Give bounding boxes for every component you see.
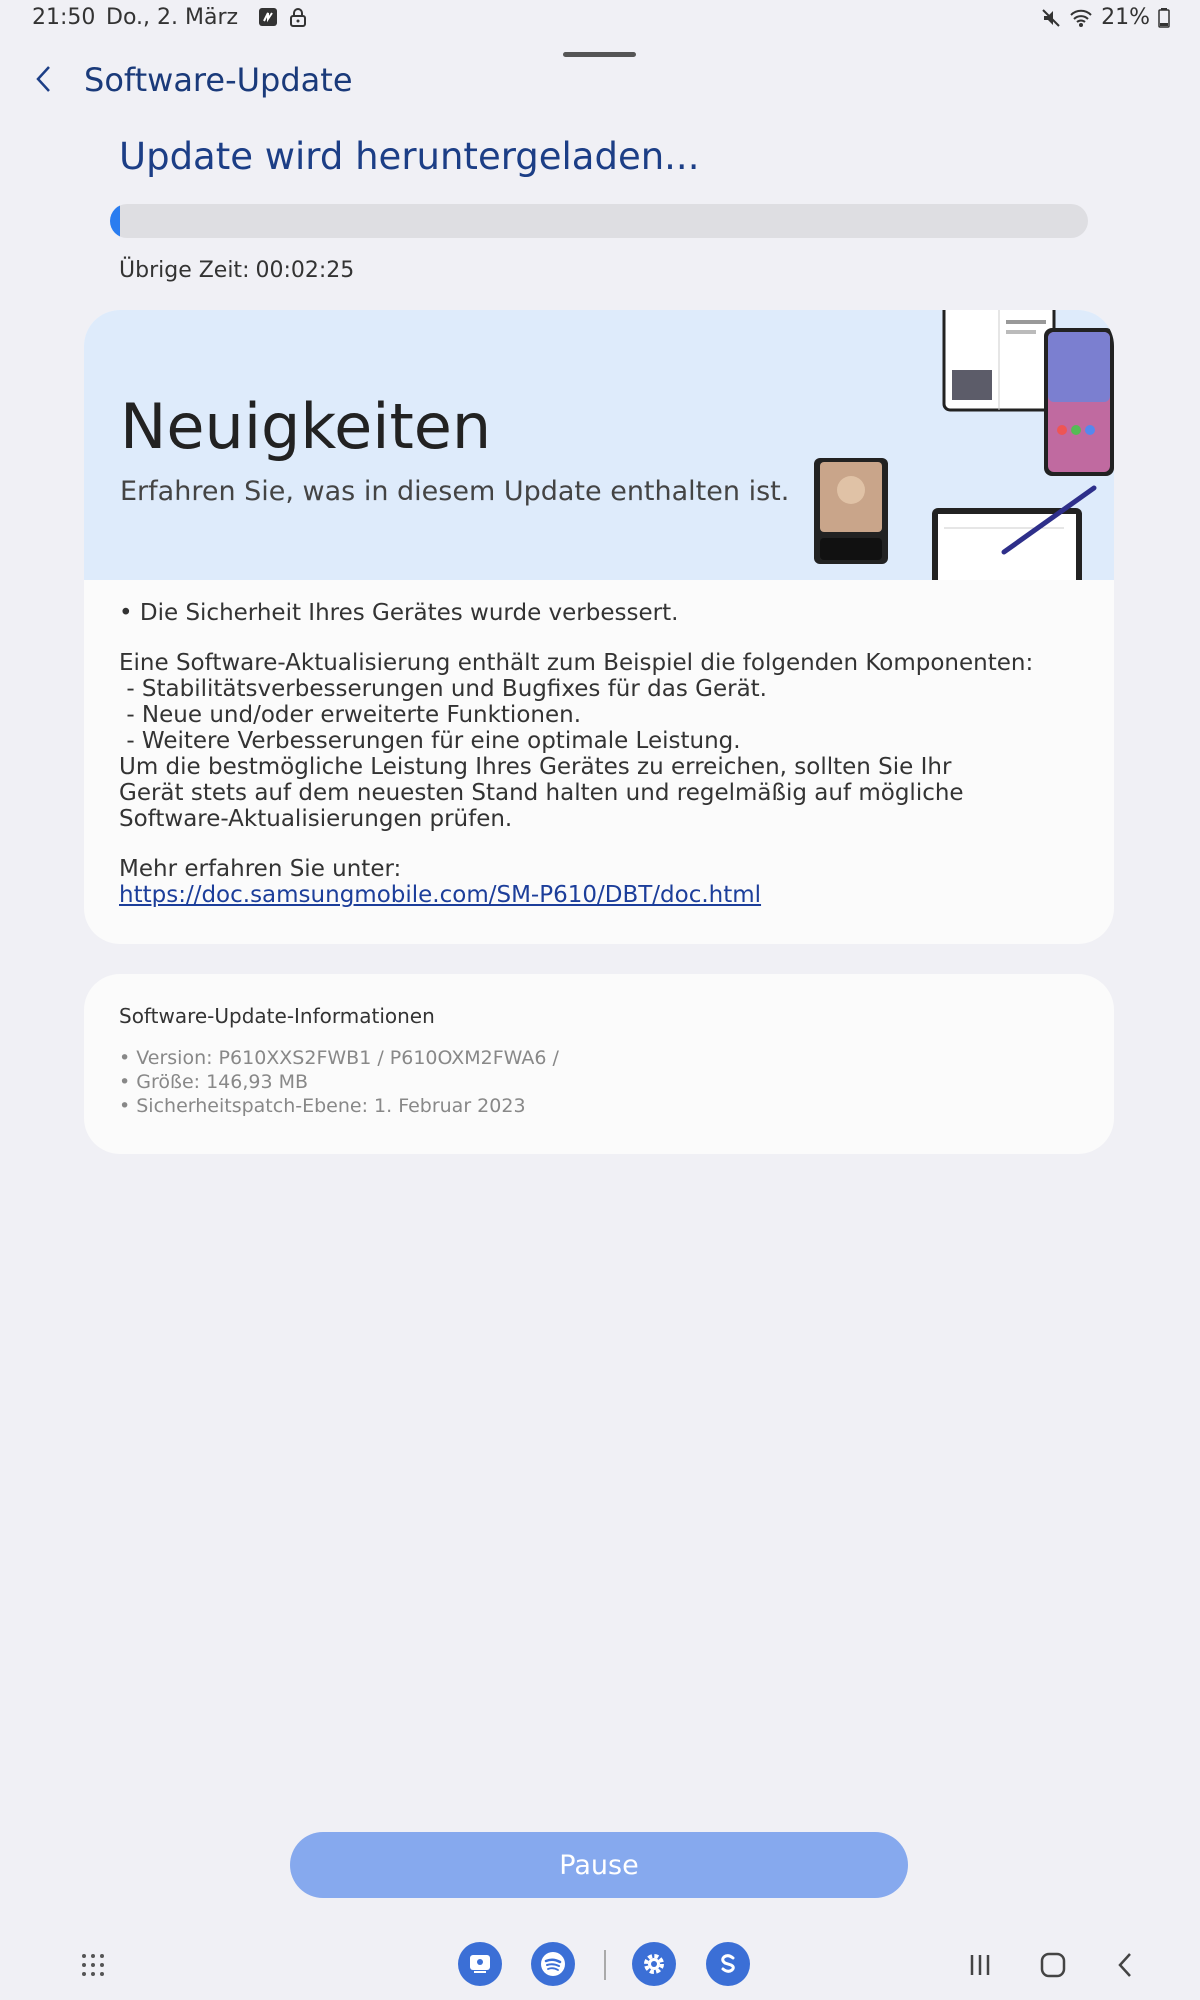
info-list (119, 1046, 559, 1118)
back-button[interactable] (24, 59, 64, 99)
grid-icon (80, 1952, 106, 1978)
lock-icon (288, 7, 308, 27)
more-info-label: Mehr erfahren Sie unter: (119, 856, 402, 882)
status-date: Do., 2. März (106, 5, 239, 30)
dock-app-skype[interactable] (706, 1942, 750, 1986)
home-button[interactable] (1036, 1948, 1070, 1982)
news-description: Eine Software-Aktualisierung enthält zum Beispiel die folgenden Komponenten: - Stabilitätsverbesserungen und Bugfixes für das Gerät. - Neue und/oder erweiterte Funktionen. - Weitere Verbesserungen für eine optimale Leistung. Um die bestmögliche Leistung Ihres Gerätes zu erreichen, sollten Sie Ihr Gerät stets auf dem neuesten Stand halten und regelmäßig auf mögliche Software-Aktualisierungen prüfen. (119, 650, 1034, 832)
mute-icon (1041, 8, 1061, 28)
more-info-link[interactable]: https://doc.samsungmobile.com/SM-P610/DBT/doc.html (119, 882, 762, 908)
progress-fill (110, 204, 120, 238)
app-bar (0, 55, 1200, 105)
info-title: Software-Update-Informationen (119, 1004, 435, 1028)
spotify-icon (539, 1950, 567, 1978)
info-version: • Version: P610XXS2FWB1 / P610OXM2FWA6 / (119, 1047, 559, 1069)
chevron-left-icon (33, 63, 55, 95)
home-icon (1040, 1952, 1066, 1978)
news-body (119, 600, 1079, 908)
status-bar (0, 0, 1200, 36)
battery-percent: 21% (1101, 5, 1150, 30)
news-title: Neuigkeiten (120, 390, 492, 463)
devices-illustration (814, 310, 1114, 580)
dock-app-gallery[interactable] (458, 1942, 502, 1986)
dock-separator (604, 1950, 606, 1980)
navigation-bar (0, 1940, 1200, 2000)
status-time: 21:50 (32, 5, 96, 30)
pause-button[interactable]: Pause (290, 1832, 908, 1898)
nav-back-button[interactable] (1110, 1948, 1140, 1982)
recent-apps-button[interactable] (964, 1948, 996, 1982)
news-card (84, 310, 1114, 944)
app-drawer-button[interactable] (78, 1950, 108, 1980)
battery-icon (1158, 8, 1170, 28)
download-title: Update wird heruntergeladen... (119, 135, 700, 178)
download-progress-bar (110, 204, 1088, 238)
info-patch-level: • Sicherheitspatch-Ebene: 1. Februar 2023 (119, 1095, 526, 1117)
recents-icon (967, 1953, 993, 1977)
nfc-icon (258, 7, 278, 27)
skype-icon (715, 1951, 741, 1977)
screen-icon (468, 1952, 492, 1976)
remaining-value: 00:02:25 (255, 258, 355, 283)
info-size: • Größe: 146,93 MB (119, 1071, 309, 1093)
wifi-icon (1069, 8, 1093, 28)
news-banner (84, 310, 1114, 580)
remaining-label: Übrige Zeit: (119, 258, 250, 283)
update-info-card (84, 974, 1114, 1154)
gear-icon (641, 1951, 667, 1977)
remaining-time (119, 258, 354, 283)
page-title: Software-Update (84, 61, 353, 99)
dock-app-spotify[interactable] (531, 1942, 575, 1986)
news-subtitle: Erfahren Sie, was in diesem Update enthalten ist. (120, 476, 790, 507)
news-bullet: • Die Sicherheit Ihres Gerätes wurde verbessert. (119, 600, 679, 626)
back-arrow-icon (1115, 1951, 1135, 1979)
dock-app-settings[interactable] (632, 1942, 676, 1986)
